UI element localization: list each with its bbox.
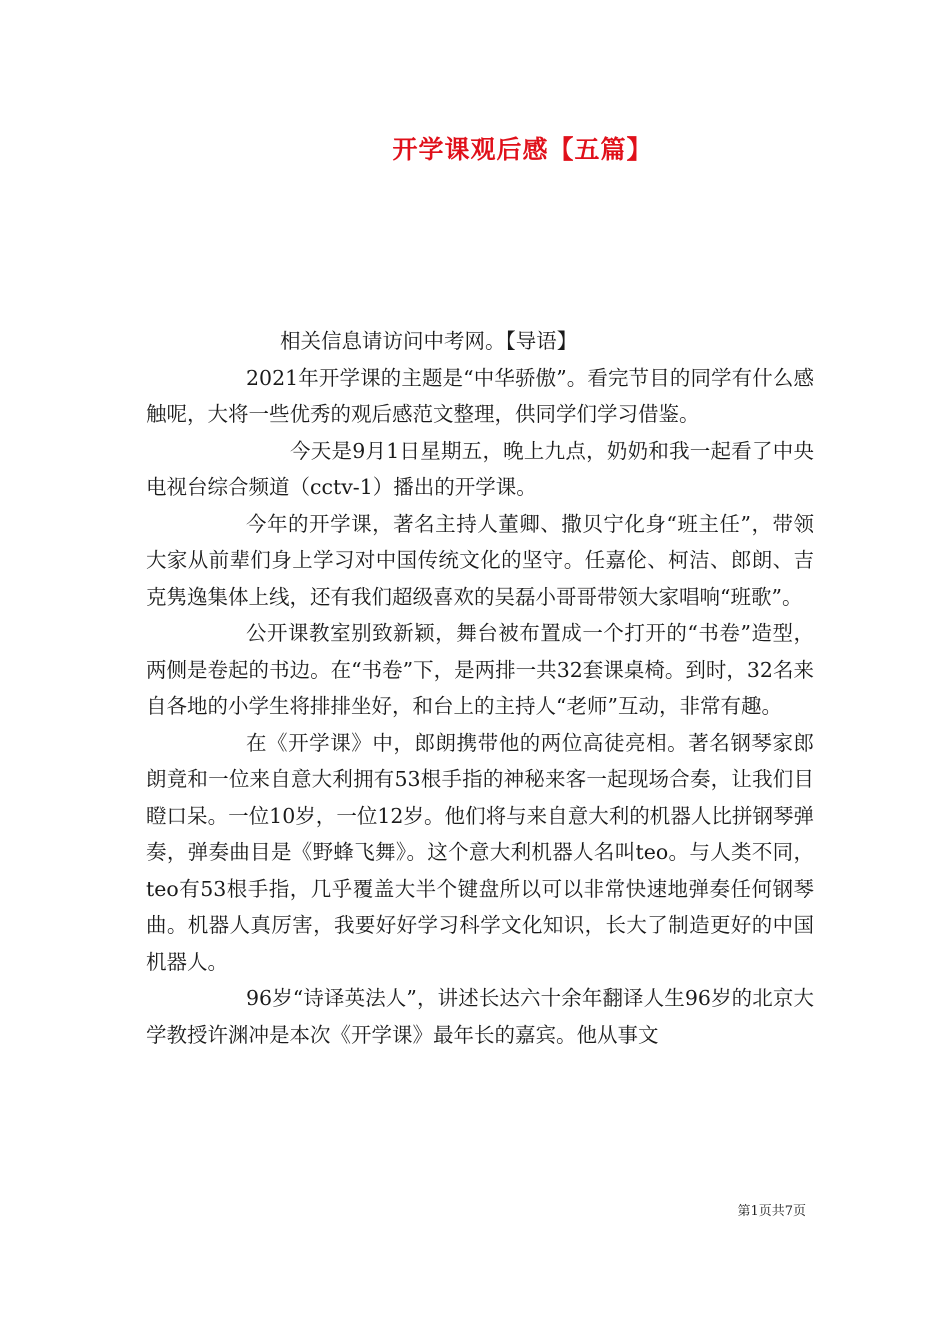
- document-title: 开学课观后感【五篇】: [392, 135, 653, 164]
- paragraph-classroom: 公开课教室别致新颖，舞台被布置成一个打开的“书卷”造型，两侧是卷起的书边。在“书卷”下，是两排一共32套课桌椅。到时，32名来自各地的小学生将排排坐好，和台上的主持人“老师”互动，非常有趣。: [146, 621, 814, 718]
- paragraph-langlang: 在《开学课》中，郎朗携带他的两位高徒亮相。著名钢琴家郎朗竟和一位来自意大利拥有53根手指的神秘来客一起现场合奏，让我们目瞪口呆。一位10岁，一位12岁。他们将与来自意大利的机器人比拼钢琴弹奏，弹奏曲目是《野蜂飞舞》。这个意大利机器人名叫teo。与人类不同，teo有53根手指，几乎覆盖大半个键盘所以可以非常快速地弹奏任何钢琴曲。机器人真厉害，我要好好学习科学文化知识，长大了制造更好的中国机器人。: [146, 730, 814, 974]
- page-number: 第1页共7页: [737, 1204, 806, 1219]
- document-body: [146, 323, 814, 1053]
- intro-paragraph: 2021年开学课的主题是“中华骄傲”。看完节目的同学有什么感触呢，大将一些优秀的观后感范文整理，供同学们学习借鉴。: [146, 365, 814, 426]
- paragraph-today: 今天是9月1日星期五，晚上九点，奶奶和我一起看了中央电视台综合频道（cctv-1）播出的开学课。: [146, 438, 814, 499]
- guide-line: 相关信息请访问中考网。【导语】: [280, 329, 578, 353]
- paragraph-translator: 96岁“诗译英法人”，讲述长达六十余年翻译人生96岁的北京大学教授许渊冲是本次《开学课》最年长的嘉宾。他从事文: [146, 986, 814, 1047]
- paragraph-hosts: 今年的开学课，著名主持人董卿、撒贝宁化身“班主任”，带领大家从前辈们身上学习对中国传统文化的坚守。任嘉伦、柯洁、郎朗、吉克隽逸集体上线，还有我们超级喜欢的吴磊小哥哥带领大家唱响“班歌”。: [146, 511, 814, 609]
